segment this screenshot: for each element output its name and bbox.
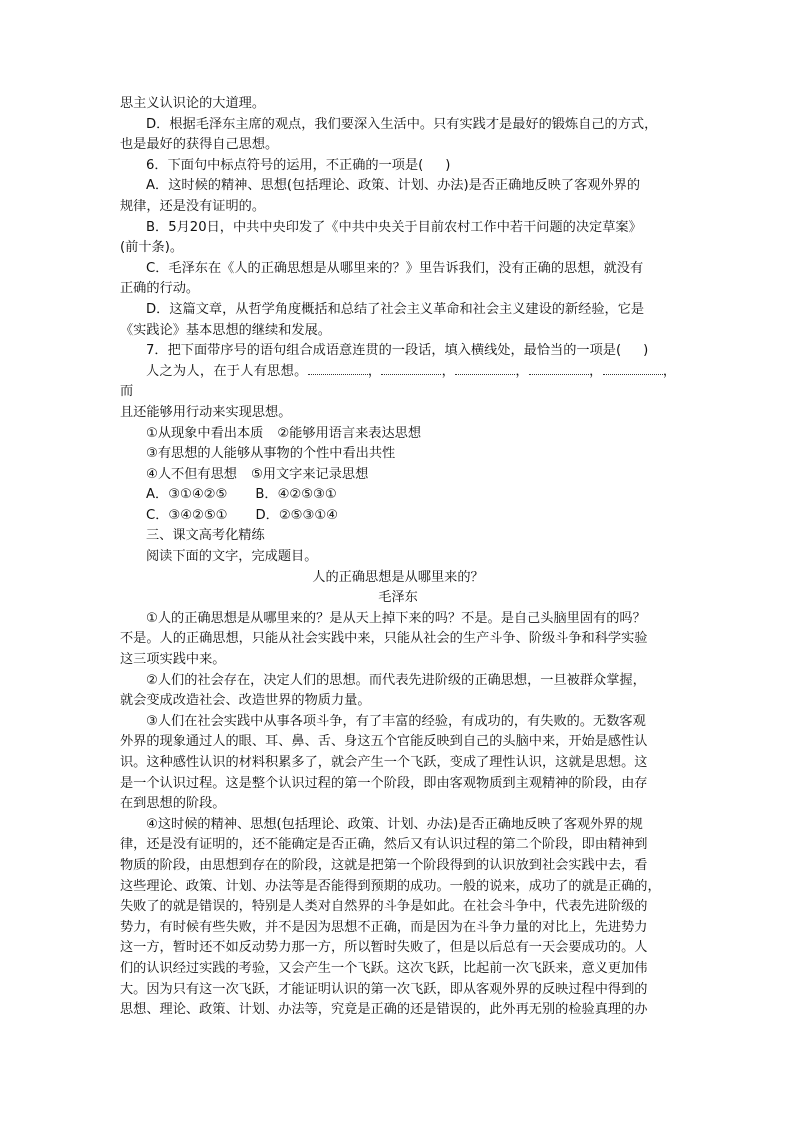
option-7d: D．②⑤③①④ <box>255 507 338 523</box>
paragraph-2: ②人们的社会存在，决定人们的思想。而代表先进阶级的正确思想，一旦被群众掌握， <box>146 672 646 688</box>
option-7c: C．③④②⑤① <box>146 507 228 523</box>
text-line: 是一个认识过程。这是整个认识过程的第一个阶段，即由客观物质到主观精神的阶段，由存 <box>120 775 648 791</box>
question-7-sentence <box>120 362 676 403</box>
text-line: 们的认识经过实践的考验，又会产生一个飞跃。这次飞跃，比起前一次飞跃来，意义更加伟 <box>120 960 648 976</box>
option-6d: D．这篇文章，从哲学角度概括和总结了社会主义革命和社会主义建设的新经验，它是 <box>146 301 645 317</box>
text-line: 大。因为只有这一次飞跃，才能证明认识的第一次飞跃，即从客观外界的反映过程中得到的 <box>120 981 648 997</box>
question-7-items <box>120 444 676 465</box>
question-7-stem: 7．把下面带序号的语句组合成语意连贯的一段话，填入横线处，最恰当的一项是( <box>146 343 622 359</box>
paragraph-4: ④这时候的精神、思想(包括理论、政策、计划、办法)是否正确地反映了客观外界的规 <box>146 816 643 832</box>
article-author: 毛泽东 <box>378 590 418 606</box>
text-line: 且还能够用行动来实现思想。 <box>120 404 292 420</box>
question-7-options <box>120 485 676 506</box>
paragraph-1: ①人的正确思想是从哪里来的？是从天上掉下来的吗？不是。是自己头脑里固有的吗？ <box>146 610 646 626</box>
text-line: 势力，有时候有些失败，并不是因为思想不正确，而是因为在斗争力量的对比上，先进势力 <box>120 919 648 935</box>
article-title: 人的正确思想是从哪里来的？ <box>312 569 484 585</box>
text-line: 这一方，暂时还不如反动势力那一方，所以暂时失败了，但是以后总有一天会要成功的。人 <box>120 940 648 956</box>
comma: ， <box>588 363 603 379</box>
text-line: 失败了的就是错误的，特别是人类对自然界的斗争是如此。在社会斗争中，代表先进阶级的 <box>120 899 648 915</box>
text-line: 也是最好的获得自己思想。 <box>120 137 279 153</box>
fill-blank-5 <box>603 362 663 375</box>
text-line: 就会变成改造社会、改造世界的物质力量。 <box>120 693 371 709</box>
text-line: 思主义认识论的大道理。 <box>120 96 266 111</box>
fill-blank-1 <box>308 362 368 375</box>
option-7b: B．④②⑤③① <box>255 487 337 503</box>
text-segment: ，而 <box>120 363 677 400</box>
item-2: ②能够用语言来表达思想 <box>277 425 422 441</box>
item-5: ⑤用文字来记录思想 <box>250 466 369 482</box>
text-segment: 人之为人，在于人有思想。 <box>146 363 308 379</box>
text-line: 思想、理论、政策、计划、办法等，究竟是正确的还是错误的，此外再无别的检验真理的办 <box>120 1002 648 1018</box>
instruction: 阅读下面的文字，完成题目。 <box>146 549 318 565</box>
fill-blank-2 <box>381 362 441 375</box>
text-line: 不是。人的正确思想，只能从社会实践中来，只能从社会的生产斗争、阶级斗争和科学实验 <box>120 631 648 647</box>
text-line: 这些理论、政策、计划、办法等是否能得到预期的成功。一般的说来，成功了的就是正确的， <box>120 878 661 894</box>
question-7-items <box>120 465 676 486</box>
text-line: 识。这种感性认识的材料积累多了，就会产生一个飞跃，变成了理性认识，这就是思想。这 <box>120 755 648 770</box>
text-line: 外界的现象通过人的眼、耳、鼻、舌、身这五个官能反映到自己的头脑中来，开始是感性认 <box>120 734 648 750</box>
item-3: ③有思想的人能够从事物的个性中看出共性 <box>146 446 396 462</box>
text-line: (前十条)。 <box>120 240 184 256</box>
text-line: 律，还是没有证明的，还不能确定是否正确，然后又有认识过程的第二个阶段，即由精神到 <box>120 837 648 853</box>
comma: ， <box>441 363 456 379</box>
paragraph-3: ③人们在社会实践中从事各项斗争，有了丰富的经验，有成功的，有失败的。无数客观 <box>146 713 646 729</box>
option-5d <box>120 115 676 136</box>
option-6b: B．5月20日，中共中央印发了《中共中央关于目前农村工作中若干问题的决定草案》 <box>146 219 642 235</box>
comma: ， <box>367 363 382 379</box>
text-line: 这三项实践中来。 <box>120 652 226 668</box>
question-7 <box>120 341 676 362</box>
option-6c: C．毛泽东在《人的正确思想是从哪里来的？》里告诉我们，没有正确的思想，就没有 <box>146 260 644 276</box>
question-7-items <box>120 424 676 445</box>
text-segment: D．根据毛泽东主席的观点，我们要深入生活中。只有实践才是最好的锻炼自己的方式， <box>146 116 658 132</box>
text-line: 物质的阶段，由思想到存在的阶段，这就是把第一个阶段得到的认识放到社会实践中去，看 <box>120 857 648 873</box>
question-6 <box>120 156 676 177</box>
text-line: 正确的行动。 <box>120 281 200 297</box>
item-1: ①从现象中看出本质 <box>146 425 264 441</box>
section-heading: 三、课文高考化精练 <box>146 528 265 544</box>
text-line: 《实践论》基本思想的继续和发展。 <box>120 322 331 338</box>
document-page <box>120 94 676 1021</box>
question-7-options <box>120 506 676 527</box>
option-7a: A．③①④②⑤ <box>146 487 228 503</box>
fill-blank-4 <box>529 362 589 375</box>
text-line: 规律，还是没有证明的。 <box>120 198 266 214</box>
question-6-stem: 6．下面句中标点符号的运用，不正确的一项是( <box>146 157 424 173</box>
paren-close: ) <box>445 157 451 173</box>
fill-blank-3 <box>455 362 515 375</box>
item-4: ④人不但有思想 <box>146 466 237 482</box>
option-6a: A．这时候的精神、思想(包括理论、政策、计划、办法)是否正确地反映了客观外界的 <box>146 178 641 194</box>
paren-close: ) <box>643 343 649 359</box>
comma: ， <box>515 363 529 379</box>
text-line: 在到思想的阶段。 <box>120 796 226 812</box>
